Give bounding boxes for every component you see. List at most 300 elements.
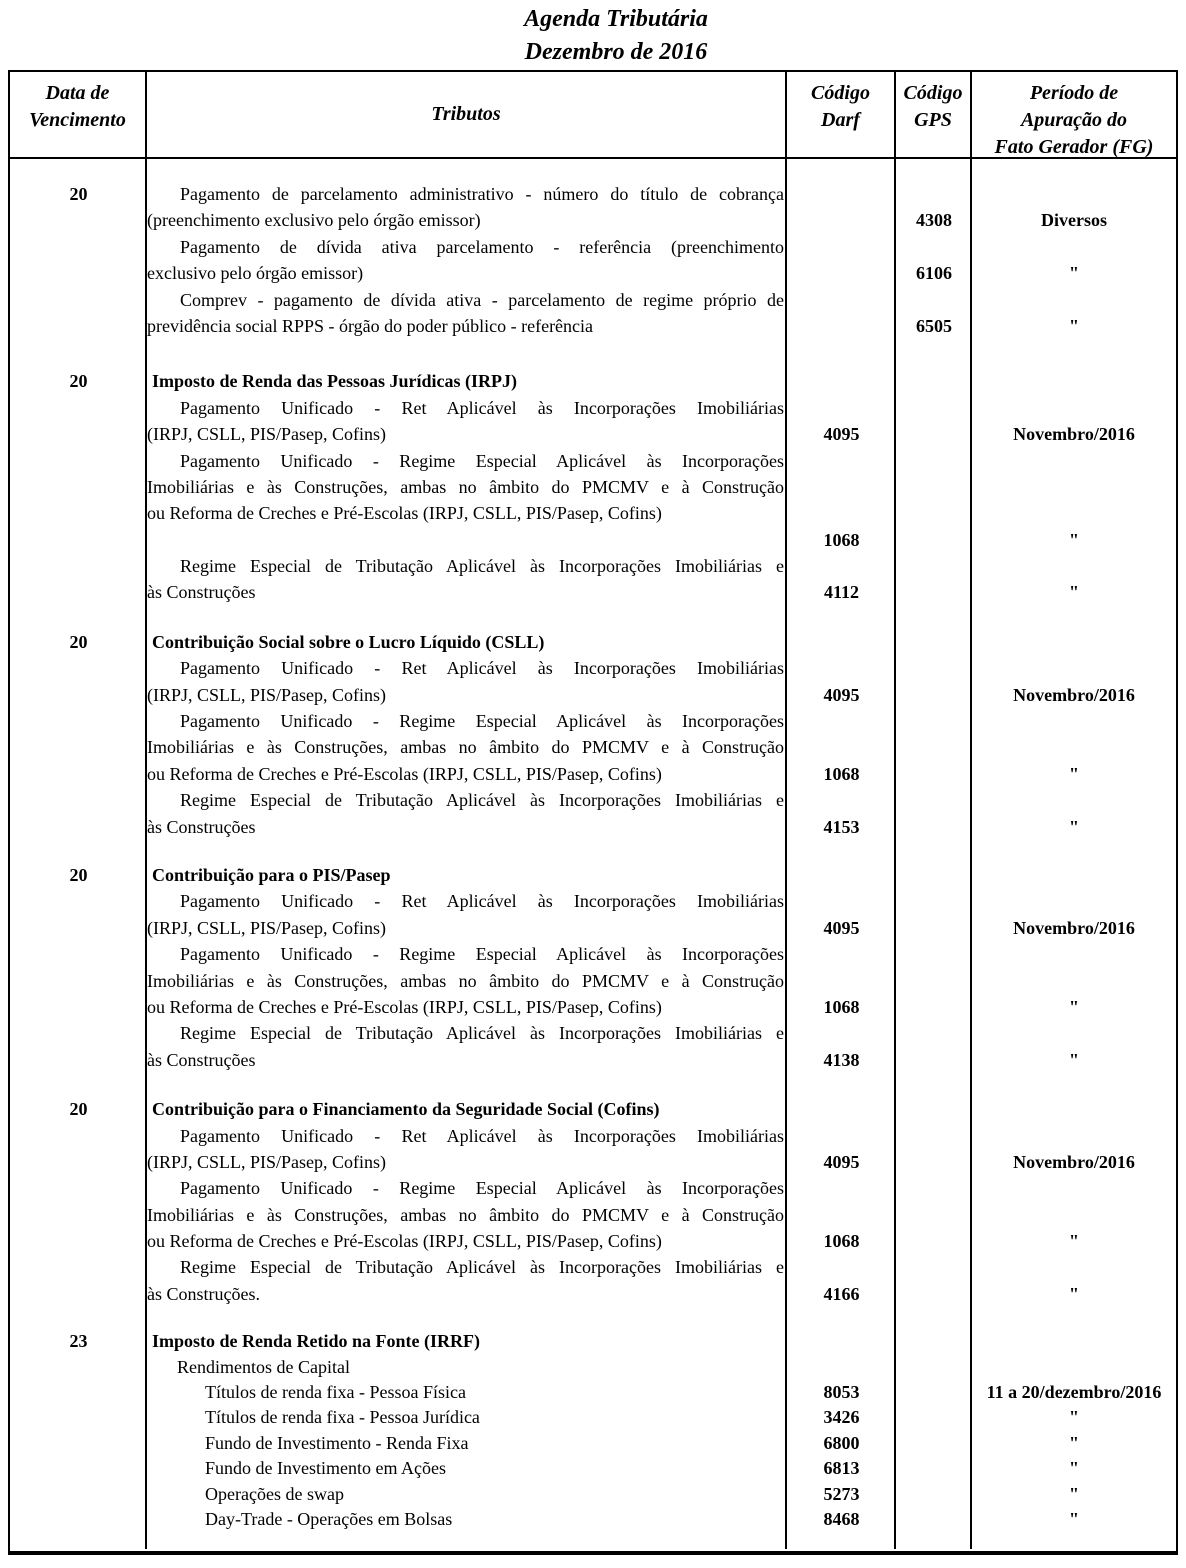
periodo-value bbox=[972, 474, 1176, 500]
table-row bbox=[10, 1507, 1176, 1532]
tributo-text: (preenchimento exclusivo pelo órgão emissor) bbox=[147, 210, 481, 231]
periodo-value bbox=[972, 708, 1176, 734]
table-row bbox=[10, 553, 1176, 579]
darf-code bbox=[787, 1202, 896, 1228]
periodo-value bbox=[972, 655, 1176, 681]
due-date: 23 bbox=[69, 1331, 88, 1352]
due-date bbox=[10, 234, 147, 260]
table-row bbox=[10, 1431, 1176, 1456]
due-date: 20 bbox=[69, 631, 88, 652]
darf-code: 1068 bbox=[823, 529, 860, 550]
table-row bbox=[10, 1355, 1176, 1380]
darf-code bbox=[787, 1329, 896, 1354]
gps-code bbox=[896, 787, 972, 813]
darf-code bbox=[787, 395, 896, 421]
table-row bbox=[10, 814, 1176, 840]
periodo-value bbox=[972, 500, 1176, 526]
gps-code bbox=[896, 234, 972, 260]
darf-code bbox=[787, 655, 896, 681]
gps-code bbox=[896, 1281, 972, 1307]
periodo-value bbox=[972, 1202, 1176, 1228]
gps-code bbox=[896, 527, 972, 553]
due-date: 20 bbox=[69, 1099, 88, 1120]
periodo-value: " bbox=[1069, 1407, 1079, 1428]
periodo-value bbox=[972, 448, 1176, 474]
tributo-text: Pagamento Unificado - Ret Aplicável às Incorporações Imobiliárias bbox=[180, 1125, 784, 1146]
tributo-text: Contribuição Social sobre o Lucro Líquido (CSLL) bbox=[152, 631, 545, 652]
header-text: Período de bbox=[1029, 82, 1119, 104]
due-date bbox=[10, 395, 147, 421]
header-text: GPS bbox=[914, 109, 952, 131]
gps-code bbox=[896, 1096, 972, 1122]
darf-code bbox=[787, 734, 896, 760]
header-text: Apuração do bbox=[1020, 109, 1128, 131]
table-section bbox=[10, 1096, 1176, 1307]
table-row bbox=[10, 395, 1176, 421]
periodo-value bbox=[972, 734, 1176, 760]
table-row bbox=[10, 313, 1176, 339]
darf-code bbox=[787, 181, 896, 207]
gps-code bbox=[896, 1355, 972, 1380]
periodo-value: Diversos bbox=[1041, 210, 1107, 231]
periodo-value bbox=[972, 1329, 1176, 1354]
tributo-text: Imposto de Renda Retido na Fonte (IRRF) bbox=[152, 1331, 480, 1352]
table-row bbox=[10, 260, 1176, 286]
darf-code: 4095 bbox=[823, 424, 860, 445]
table-row bbox=[10, 181, 1176, 207]
table-row bbox=[10, 527, 1176, 553]
header-col-codigo-gps bbox=[896, 72, 972, 157]
darf-code: 4166 bbox=[823, 1283, 860, 1304]
tributo-text: (IRPJ, CSLL, PIS/Pasep, Cofins) bbox=[147, 424, 387, 445]
tributo-text: Pagamento de dívida ativa parcelamento - referência (preenchimento bbox=[180, 236, 784, 257]
tributo-text: Imobiliárias e às Construções, ambas no âmbito do PMCMV e à Construção bbox=[147, 737, 784, 758]
due-date bbox=[10, 527, 147, 553]
gps-code bbox=[896, 1482, 972, 1507]
gps-code bbox=[896, 1175, 972, 1201]
table-body bbox=[10, 159, 1176, 1549]
gps-code bbox=[896, 1123, 972, 1149]
darf-code: 4095 bbox=[823, 917, 860, 938]
table-row bbox=[10, 579, 1176, 605]
tributo-text: Contribuição para o Financiamento da Seguridade Social (Cofins) bbox=[152, 1099, 660, 1120]
table-row bbox=[10, 1096, 1176, 1122]
document-title bbox=[23, 3, 1186, 69]
title-line-2: Dezembro de 2016 bbox=[524, 39, 708, 65]
darf-code bbox=[787, 888, 896, 914]
gps-code bbox=[896, 862, 972, 888]
header-col-periodo-apuracao bbox=[972, 72, 1176, 157]
gps-code: 6505 bbox=[916, 315, 952, 336]
darf-code: 1068 bbox=[823, 1231, 860, 1252]
tributo-text: Imobiliárias e às Construções, ambas no âmbito do PMCMV e à Construção bbox=[147, 1204, 784, 1225]
darf-code bbox=[787, 287, 896, 313]
periodo-value: " bbox=[1069, 816, 1079, 837]
darf-code: 4138 bbox=[823, 1049, 860, 1070]
periodo-value bbox=[972, 287, 1176, 313]
gps-code bbox=[896, 941, 972, 967]
tributo-text: Regime Especial de Tributação Aplicável às Incorporações Imobiliárias e bbox=[180, 1257, 784, 1278]
table-row bbox=[10, 1020, 1176, 1046]
title-line-1: Agenda Tributária bbox=[524, 6, 708, 32]
periodo-value: " bbox=[1069, 763, 1079, 784]
tributo-text: Pagamento Unificado - Regime Especial Aplicável às Incorporações bbox=[180, 450, 784, 471]
due-date bbox=[10, 260, 147, 286]
table-row bbox=[10, 888, 1176, 914]
periodo-value: " bbox=[1069, 996, 1079, 1017]
darf-code bbox=[787, 500, 896, 526]
darf-code bbox=[787, 1355, 896, 1380]
table-row bbox=[10, 1482, 1176, 1507]
darf-code: 6800 bbox=[823, 1432, 860, 1453]
table-row bbox=[10, 207, 1176, 233]
darf-code bbox=[787, 1096, 896, 1122]
due-date: 20 bbox=[69, 184, 88, 204]
table-section bbox=[10, 629, 1176, 840]
periodo-value bbox=[972, 787, 1176, 813]
table-row bbox=[10, 994, 1176, 1020]
periodo-value bbox=[972, 181, 1176, 207]
gps-code bbox=[896, 287, 972, 313]
tributo-text: Títulos de renda fixa - Pessoa Física bbox=[205, 1382, 466, 1403]
periodo-value: Novembro/2016 bbox=[1013, 684, 1135, 705]
tributo-text bbox=[147, 527, 787, 553]
due-date bbox=[10, 579, 147, 605]
gps-code bbox=[896, 915, 972, 941]
gps-code bbox=[896, 448, 972, 474]
gps-code bbox=[896, 368, 972, 394]
due-date bbox=[10, 761, 147, 787]
table-row bbox=[10, 448, 1176, 474]
column-divider bbox=[970, 159, 972, 1549]
header-col-tributos bbox=[147, 72, 787, 157]
table-row bbox=[10, 1228, 1176, 1254]
darf-code: 8468 bbox=[823, 1508, 860, 1529]
darf-code bbox=[787, 968, 896, 994]
darf-code bbox=[787, 368, 896, 394]
due-date bbox=[10, 1355, 147, 1380]
tributo-text: às Construções bbox=[147, 1049, 256, 1070]
tributo-text: às Construções bbox=[147, 816, 256, 837]
due-date bbox=[10, 1020, 147, 1046]
gps-code bbox=[896, 1329, 972, 1354]
table-row bbox=[10, 862, 1176, 888]
gps-code bbox=[896, 655, 972, 681]
tributo-text: Pagamento Unificado - Regime Especial Aplicável às Incorporações bbox=[180, 1178, 784, 1199]
table-row bbox=[10, 287, 1176, 313]
darf-code bbox=[787, 629, 896, 655]
tributo-text: Imobiliárias e às Construções, ambas no âmbito do PMCMV e à Construção bbox=[147, 970, 784, 991]
gps-code bbox=[896, 968, 972, 994]
darf-code bbox=[787, 1175, 896, 1201]
darf-code bbox=[787, 234, 896, 260]
tributo-text: às Construções bbox=[147, 582, 256, 603]
tributo-text: ou Reforma de Creches e Pré-Escolas (IRPJ, CSLL, PIS/Pasep, Cofins) bbox=[147, 763, 662, 784]
table-row bbox=[10, 1329, 1176, 1354]
darf-code: 1068 bbox=[823, 996, 860, 1017]
due-date bbox=[10, 1507, 147, 1532]
gps-code: 6106 bbox=[916, 263, 952, 284]
table-row bbox=[10, 500, 1176, 526]
due-date: 20 bbox=[69, 371, 88, 392]
due-date bbox=[10, 421, 147, 447]
gps-code bbox=[896, 1202, 972, 1228]
darf-code bbox=[787, 862, 896, 888]
tributo-text: exclusivo pelo órgão emissor) bbox=[147, 263, 364, 284]
table-row bbox=[10, 655, 1176, 681]
gps-code bbox=[896, 1380, 972, 1405]
periodo-value bbox=[972, 1020, 1176, 1046]
darf-code: 4153 bbox=[823, 816, 860, 837]
tributo-text: Operações de swap bbox=[205, 1483, 344, 1504]
periodo-value: Novembro/2016 bbox=[1013, 917, 1135, 938]
due-date bbox=[10, 500, 147, 526]
periodo-value: " bbox=[1069, 263, 1079, 284]
periodo-value bbox=[972, 629, 1176, 655]
gps-code bbox=[896, 888, 972, 914]
table-row bbox=[10, 1047, 1176, 1073]
tributo-text: (IRPJ, CSLL, PIS/Pasep, Cofins) bbox=[147, 684, 387, 705]
table-row bbox=[10, 734, 1176, 760]
gps-code bbox=[896, 1047, 972, 1073]
gps-code bbox=[896, 761, 972, 787]
periodo-value: " bbox=[1069, 582, 1079, 603]
table-section bbox=[10, 368, 1176, 606]
due-date bbox=[10, 1149, 147, 1175]
tributo-text: Pagamento Unificado - Regime Especial Aplicável às Incorporações bbox=[180, 711, 784, 732]
tributo-text: Imobiliárias e às Construções, ambas no âmbito do PMCMV e à Construção bbox=[147, 476, 784, 497]
due-date bbox=[10, 814, 147, 840]
tributo-text: Contribuição para o PIS/Pasep bbox=[152, 864, 391, 885]
periodo-value: " bbox=[1069, 1508, 1079, 1529]
table-section bbox=[10, 1329, 1176, 1532]
tributo-text: Regime Especial de Tributação Aplicável às Incorporações Imobiliárias e bbox=[180, 556, 784, 577]
table-row bbox=[10, 421, 1176, 447]
table-row bbox=[10, 474, 1176, 500]
header-text: Data de bbox=[45, 82, 110, 104]
tributo-text: Fundo de Investimento em Ações bbox=[205, 1458, 446, 1479]
due-date bbox=[10, 968, 147, 994]
due-date bbox=[10, 1456, 147, 1481]
periodo-value: 11 a 20/dezembro/2016 bbox=[986, 1382, 1162, 1403]
tributo-text: Imposto de Renda das Pessoas Jurídicas (IRPJ) bbox=[152, 371, 518, 392]
due-date bbox=[10, 787, 147, 813]
darf-code bbox=[787, 474, 896, 500]
table-row bbox=[10, 1149, 1176, 1175]
gps-code bbox=[896, 1456, 972, 1481]
table-row bbox=[10, 234, 1176, 260]
tax-agenda-table bbox=[8, 70, 1178, 1555]
due-date bbox=[10, 313, 147, 339]
table-header-row bbox=[10, 72, 1176, 159]
tributo-text: ou Reforma de Creches e Pré-Escolas (IRPJ, CSLL, PIS/Pasep, Cofins) bbox=[147, 996, 662, 1017]
due-date: 20 bbox=[69, 864, 88, 885]
tributo-text: Comprev - pagamento de dívida ativa - parcelamento de regime próprio de bbox=[180, 289, 784, 310]
darf-code: 8053 bbox=[823, 1382, 860, 1403]
gps-code bbox=[896, 629, 972, 655]
periodo-value: " bbox=[1069, 1483, 1079, 1504]
tributo-text: ou Reforma de Creches e Pré-Escolas (IRPJ, CSLL, PIS/Pasep, Cofins) bbox=[147, 1231, 662, 1252]
darf-code bbox=[787, 260, 896, 286]
darf-code: 1068 bbox=[823, 763, 860, 784]
table-row bbox=[10, 968, 1176, 994]
periodo-value: " bbox=[1069, 1231, 1079, 1252]
tributo-text: às Construções. bbox=[147, 1283, 260, 1304]
due-date bbox=[10, 207, 147, 233]
gps-code bbox=[896, 1431, 972, 1456]
periodo-value: " bbox=[1069, 1049, 1079, 1070]
due-date bbox=[10, 287, 147, 313]
darf-code bbox=[787, 787, 896, 813]
header-col-codigo-darf bbox=[787, 72, 896, 157]
due-date bbox=[10, 474, 147, 500]
gps-code bbox=[896, 474, 972, 500]
gps-code bbox=[896, 1254, 972, 1280]
darf-code bbox=[787, 708, 896, 734]
due-date bbox=[10, 734, 147, 760]
table-row bbox=[10, 1254, 1176, 1280]
periodo-value bbox=[972, 941, 1176, 967]
periodo-value: " bbox=[1069, 315, 1079, 336]
gps-code bbox=[896, 1405, 972, 1430]
periodo-value bbox=[972, 888, 1176, 914]
darf-code bbox=[787, 1123, 896, 1149]
periodo-value bbox=[972, 1355, 1176, 1380]
table-row bbox=[10, 1202, 1176, 1228]
due-date bbox=[10, 708, 147, 734]
periodo-value bbox=[972, 234, 1176, 260]
periodo-value: " bbox=[1069, 529, 1079, 550]
tributo-text: Títulos de renda fixa - Pessoa Jurídica bbox=[205, 1407, 480, 1428]
table-section bbox=[10, 181, 1176, 339]
periodo-value bbox=[972, 1123, 1176, 1149]
due-date bbox=[10, 915, 147, 941]
gps-code bbox=[896, 395, 972, 421]
darf-code bbox=[787, 207, 896, 233]
column-divider bbox=[145, 159, 147, 1549]
header-col-data-vencimento bbox=[10, 72, 147, 157]
darf-code: 6813 bbox=[823, 1458, 860, 1479]
periodo-value bbox=[972, 1254, 1176, 1280]
gps-code bbox=[896, 1020, 972, 1046]
periodo-value bbox=[972, 395, 1176, 421]
table-row bbox=[10, 629, 1176, 655]
due-date bbox=[10, 1123, 147, 1149]
header-text: Código bbox=[903, 82, 963, 104]
due-date bbox=[10, 1380, 147, 1405]
table-row bbox=[10, 1281, 1176, 1307]
tributo-text: Pagamento Unificado - Ret Aplicável às Incorporações Imobiliárias bbox=[180, 891, 784, 912]
table-row bbox=[10, 941, 1176, 967]
periodo-value: " bbox=[1069, 1458, 1079, 1479]
header-text: Darf bbox=[821, 109, 860, 131]
due-date bbox=[10, 1254, 147, 1280]
gps-code bbox=[896, 708, 972, 734]
table-row bbox=[10, 368, 1176, 394]
due-date bbox=[10, 1482, 147, 1507]
periodo-value bbox=[972, 968, 1176, 994]
tributo-text: (IRPJ, CSLL, PIS/Pasep, Cofins) bbox=[147, 1151, 387, 1172]
table-row bbox=[10, 1380, 1176, 1405]
gps-code bbox=[896, 734, 972, 760]
gps-code bbox=[896, 421, 972, 447]
tributo-text: Pagamento Unificado - Ret Aplicável às Incorporações Imobiliárias bbox=[180, 658, 784, 679]
darf-code bbox=[787, 313, 896, 339]
table-row bbox=[10, 708, 1176, 734]
periodo-value: " bbox=[1069, 1283, 1079, 1304]
column-divider bbox=[894, 159, 896, 1549]
table-row bbox=[10, 1405, 1176, 1430]
header-text: Vencimento bbox=[29, 109, 126, 131]
header-text: Fato Gerador (FG) bbox=[994, 136, 1154, 158]
darf-code: 4095 bbox=[823, 684, 860, 705]
darf-code bbox=[787, 941, 896, 967]
tributo-text: Rendimentos de Capital bbox=[177, 1356, 350, 1377]
gps-code bbox=[896, 1149, 972, 1175]
darf-code: 4112 bbox=[823, 582, 859, 603]
tributo-text: (IRPJ, CSLL, PIS/Pasep, Cofins) bbox=[147, 917, 387, 938]
due-date bbox=[10, 888, 147, 914]
gps-code bbox=[896, 994, 972, 1020]
due-date bbox=[10, 1202, 147, 1228]
gps-code bbox=[896, 500, 972, 526]
tributo-text: Pagamento Unificado - Regime Especial Aplicável às Incorporações bbox=[180, 944, 784, 965]
header-text: Código bbox=[811, 82, 870, 104]
tributo-text: Fundo de Investimento - Renda Fixa bbox=[205, 1432, 469, 1453]
darf-code bbox=[787, 1020, 896, 1046]
column-divider bbox=[785, 159, 787, 1549]
darf-code: 3426 bbox=[823, 1407, 860, 1428]
periodo-value bbox=[972, 1175, 1176, 1201]
gps-code bbox=[896, 814, 972, 840]
gps-code bbox=[896, 1228, 972, 1254]
gps-code bbox=[896, 181, 972, 207]
table-row bbox=[10, 682, 1176, 708]
periodo-value: Novembro/2016 bbox=[1013, 424, 1135, 445]
tributo-text: Regime Especial de Tributação Aplicável às Incorporações Imobiliárias e bbox=[180, 790, 784, 811]
periodo-value bbox=[972, 862, 1176, 888]
due-date bbox=[10, 553, 147, 579]
due-date bbox=[10, 1405, 147, 1430]
due-date bbox=[10, 448, 147, 474]
table-row bbox=[10, 1456, 1176, 1481]
due-date bbox=[10, 941, 147, 967]
due-date bbox=[10, 994, 147, 1020]
table-row bbox=[10, 915, 1176, 941]
header-text: Tributos bbox=[431, 103, 501, 125]
darf-code bbox=[787, 553, 896, 579]
due-date bbox=[10, 1047, 147, 1073]
gps-code bbox=[896, 579, 972, 605]
tributo-text: Regime Especial de Tributação Aplicável às Incorporações Imobiliárias e bbox=[180, 1023, 784, 1044]
tributo-text: Day-Trade - Operações em Bolsas bbox=[205, 1508, 453, 1529]
gps-code: 4308 bbox=[916, 210, 952, 231]
gps-code bbox=[896, 1507, 972, 1532]
table-row bbox=[10, 1123, 1176, 1149]
periodo-value: " bbox=[1069, 1432, 1079, 1453]
tributo-text: Pagamento Unificado - Ret Aplicável às Incorporações Imobiliárias bbox=[180, 397, 784, 418]
due-date bbox=[10, 1431, 147, 1456]
table-row bbox=[10, 761, 1176, 787]
table-row bbox=[10, 787, 1176, 813]
gps-code bbox=[896, 682, 972, 708]
periodo-value: Novembro/2016 bbox=[1013, 1151, 1135, 1172]
periodo-value bbox=[972, 368, 1176, 394]
darf-code: 5273 bbox=[823, 1483, 860, 1504]
due-date bbox=[10, 1281, 147, 1307]
due-date bbox=[10, 1175, 147, 1201]
tributo-text: Pagamento de parcelamento administrativo - número do título de cobrança bbox=[180, 184, 784, 204]
